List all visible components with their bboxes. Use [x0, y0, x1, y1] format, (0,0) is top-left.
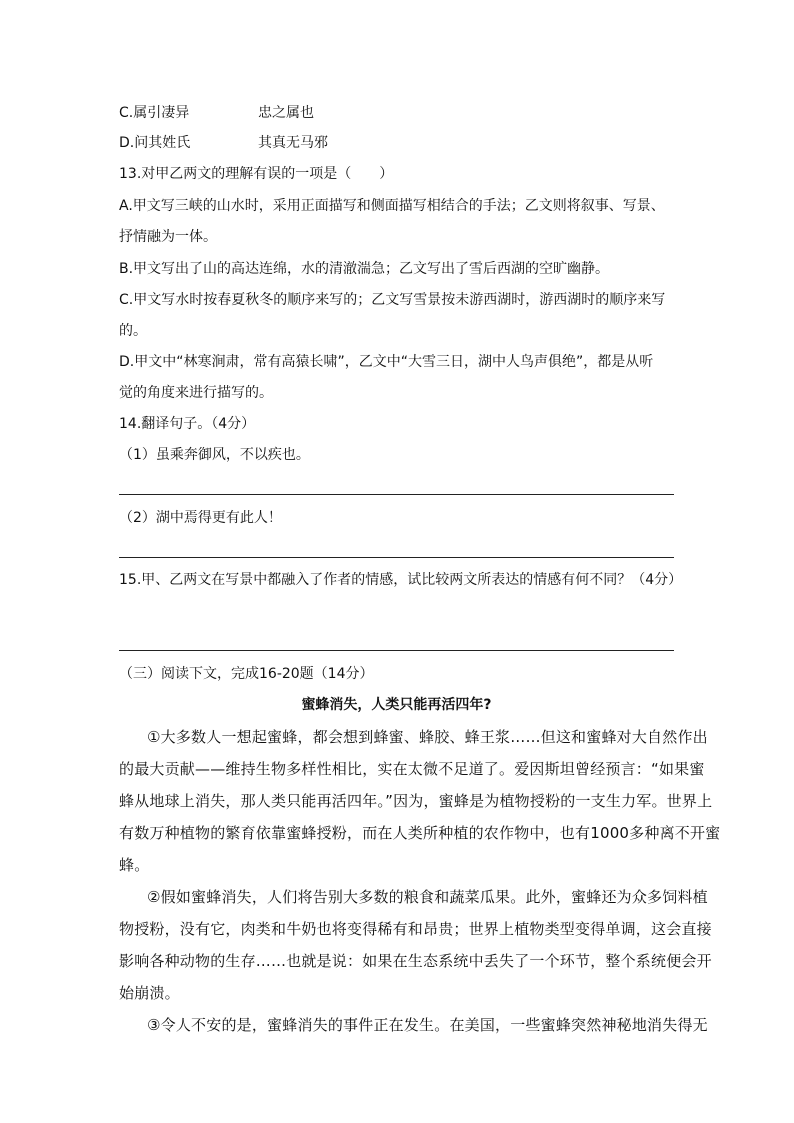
q13-stem: 13.对甲乙两文的理解有误的一项是（ ） [119, 166, 394, 182]
q13-option-c-line2: 的。 [119, 323, 147, 339]
paragraph-2-line-2: 物授粉，没有它，肉类和牛奶也将变得稀有和昂贵；世界上植物类型变得单调，这会直接 [119, 920, 712, 938]
section3-heading: （三）阅读下文，完成16-20题（14分） [119, 666, 374, 682]
paragraph-2-line-1: ②假如蜜蜂消失，人们将告别大多数的粮食和蔬菜瓜果。此外，蜜蜂还为众多饲料植 [147, 888, 708, 906]
q15-answer-line [119, 650, 674, 651]
q12-option-d [119, 134, 328, 152]
paragraph-1-line-2: 的最大贡献——维持生物多样性相比，实在太微不足道了。爱因斯坦曾经预言：“如果蜜 [119, 760, 705, 778]
paragraph-1-line-4: 有数万种植物的繁育依靠蜜蜂授粉，而在人类所种植的农作物中，也有1000多种离不开蜜 [119, 824, 721, 842]
paragraph-3-line-1: ③令人不安的是，蜜蜂消失的事件正在发生。在美国，一些蜜蜂突然神秘地消失得无 [147, 1016, 708, 1034]
q14-item-1: （1）虽乘奔御风，不以疾也。 [119, 447, 310, 463]
q15-stem: 15.甲、乙两文在写景中都融入了作者的情感，试比较两文所表达的情感有何不同？（4分） [119, 572, 683, 588]
q14-answer-line-1 [119, 494, 674, 495]
q12-option-c-text: 忠之属也 [258, 105, 314, 121]
paragraph-2-line-4: 始崩溃。 [119, 984, 180, 1002]
paragraph-1-line-1: ①大多数人一想起蜜蜂，都会想到蜂蜜、蜂胶、蜂王浆……但这和蜜蜂对大自然作出 [147, 728, 708, 746]
q12-option-c-label: C.属引凄异 [119, 105, 190, 121]
q13-option-d-line1: D.甲文中“林寒涧肃，常有高猿长啸”，乙文中“大雪三日，湖中人鸟声俱绝”，都是从听 [119, 354, 654, 370]
q13-option-b: B.甲文写出了山的高达连绵，水的清澈湍急；乙文写出了雪后西湖的空旷幽静。 [119, 261, 610, 277]
paragraph-2-line-3: 影响各种动物的生存……也就是说：如果在生态系统中丢失了一个环节，整个系统便会开 [119, 952, 712, 970]
paragraph-1-line-3: 蜂从地球上消失，那人类只能再活四年。”因为，蜜蜂是为植物授粉的一支生力军。世界上 [119, 792, 713, 810]
q12-option-d-text: 其真无马邪 [258, 135, 328, 151]
q13-option-a-line2: 抒情融为一体。 [119, 229, 217, 245]
q12-option-d-label: D.问其姓氏 [119, 135, 191, 151]
paragraph-1-line-5: 蜂。 [119, 856, 150, 874]
q13-option-d-line2: 觉的角度来进行描写的。 [119, 385, 273, 401]
article-title: 蜜蜂消失，人类只能再活四年? [301, 697, 492, 713]
q13-option-c-line1: C.甲文写水时按春夏秋冬的顺序来写的；乙文写雪景按未游西湖时，游西湖时的顺序来写 [119, 292, 666, 308]
q12-option-c [119, 104, 314, 122]
q14-answer-line-2 [119, 557, 674, 558]
q13-option-a-line1: A.甲文写三峡的山水时，采用正面描写和侧面描写相结合的手法；乙文则将叙事、写景、 [119, 198, 665, 214]
q14-stem: 14.翻译句子。（4分） [119, 416, 256, 432]
q14-item-2: （2）湖中焉得更有此人！ [119, 510, 282, 526]
